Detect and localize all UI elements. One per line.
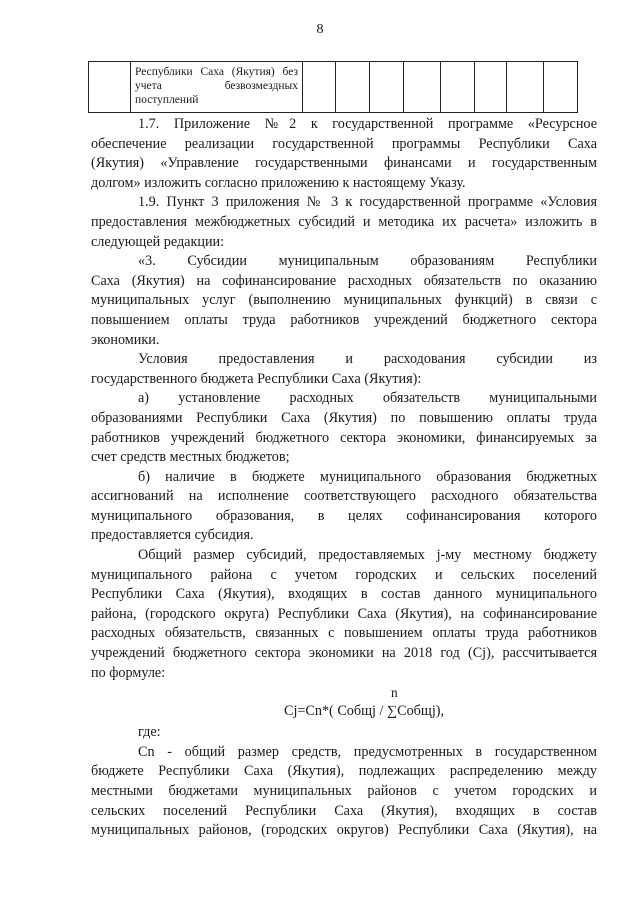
table-cell-empty: [303, 62, 336, 113]
text-line: предоставления межбюджетных субсидий и методика их расчета» изложить в: [91, 213, 597, 230]
formula-block: [91, 685, 597, 721]
paragraph-item-a: [91, 389, 597, 467]
text-line: района, (городского округа) Республики Саха (Якутия), на софинансирование: [91, 605, 597, 622]
text-line: сельских поселений Республики Саха (Якутия), входящих в состав: [91, 802, 597, 819]
text-line: долгом» изложить согласно приложению к настоящему Указу.: [91, 174, 466, 191]
text-line: местными бюджетами муниципальных районов с учетом городских и: [91, 783, 597, 799]
formula-expression: Cj=Cn*( Cобщj / ∑Cобщj),: [284, 703, 445, 720]
text-line: по формуле:: [91, 664, 166, 681]
cell-line: Республики Саха (Якутия) без: [135, 66, 298, 78]
paragraph-1-9: [91, 193, 597, 252]
page-number: 8: [316, 22, 324, 37]
text-line: муниципальных районов, (городских округов) Республики Саха (Якутия), на: [91, 822, 597, 839]
text-line: муниципального образования, в целях софинансирования которого: [91, 507, 597, 524]
text-line: образованиями Республики Саха (Якутия) по повышению оплаты труда: [91, 409, 597, 426]
document-body: [91, 115, 597, 841]
paragraph-cn-definition: [91, 743, 597, 841]
text-line: учреждений бюджетного сектора экономики на 2018 год (Cj), рассчитывается: [91, 645, 597, 662]
text-line: б) наличие в бюджете муниципального образования бюджетных: [138, 468, 597, 485]
text-line: а) установление расходных обязательств муниципальными: [138, 390, 597, 407]
text-line: где:: [138, 724, 161, 741]
text-line: (Якутия) «Управление государственными финансами и государственным: [91, 155, 597, 172]
paragraph-1-7: [91, 115, 597, 193]
text-line: счет средств местных бюджетов;: [91, 449, 290, 466]
table-cell-empty: [475, 62, 507, 113]
table-cell-description: [131, 62, 303, 113]
text-line: 1.7. Приложение №2 к государственной программе «Ресурсное: [138, 116, 597, 132]
text-line: Саха (Якутия) на софинансирование расходных обязательств по оказанию: [91, 272, 597, 289]
text-line: расходных обязательств, связанных с повышением оплаты труда работников: [91, 625, 597, 642]
text-line: муниципального района с учетом городских и сельских поселений: [91, 566, 597, 583]
text-line: Общий размер субсидий, предоставляемых j-му местному бюджету: [138, 547, 597, 564]
table-cell-empty: [404, 62, 441, 113]
where-label: [91, 723, 597, 743]
paragraph-subsidies: [91, 252, 597, 350]
text-line: муниципальных услуг (выполнению муниципальных функций) в связи с: [91, 292, 597, 309]
text-line: Условия предоставления и расходования субсидии из: [138, 351, 597, 368]
table-cell-empty: [89, 62, 131, 113]
table-cell-empty: [370, 62, 404, 113]
cell-line: поступлений: [135, 94, 199, 106]
table-cell-empty: [544, 62, 578, 113]
text-line: «3. Субсидии муниципальным образованиям Республики: [138, 253, 597, 270]
text-line: Республики Саха (Якутия), входящих в состав данного муниципального: [91, 586, 597, 603]
paragraph-conditions: [91, 350, 597, 389]
text-line: 1.9. Пункт 3 приложения № 3 к государственной программе «Условия: [138, 194, 597, 211]
text-line: предоставляется субсидия.: [91, 527, 254, 544]
cell-line: учета безвозмездных: [135, 80, 298, 92]
table-cell-empty: [441, 62, 475, 113]
table-cell-empty: [507, 62, 544, 113]
text-line: экономики.: [91, 331, 160, 348]
formula-superscript: n: [391, 685, 398, 701]
text-line: следующей редакции:: [91, 233, 225, 250]
paragraph-item-b: [91, 468, 597, 546]
text-line: бюджете Республики Саха (Якутия), подлежащих распределению между: [91, 763, 597, 780]
text-line: Cn - общий размер средств, предусмотренных в государственном: [138, 743, 597, 760]
table-row: [89, 62, 578, 113]
text-line: ассигнований на исполнение соответствующего расходного обязательства: [91, 488, 597, 505]
table-cell-empty: [336, 62, 370, 113]
text-line: государственного бюджета Республики Саха (Якутия):: [91, 370, 422, 387]
table-fragment: [88, 61, 578, 113]
text-line: обеспечение реализации государственной программы Республики Саха: [91, 135, 597, 152]
text-line: работников учреждений бюджетного сектора экономики, финансируемых за: [91, 429, 597, 446]
text-line: повышением оплаты труда работников учреждений бюджетного сектора: [91, 311, 597, 328]
paragraph-total-size: [91, 546, 597, 683]
